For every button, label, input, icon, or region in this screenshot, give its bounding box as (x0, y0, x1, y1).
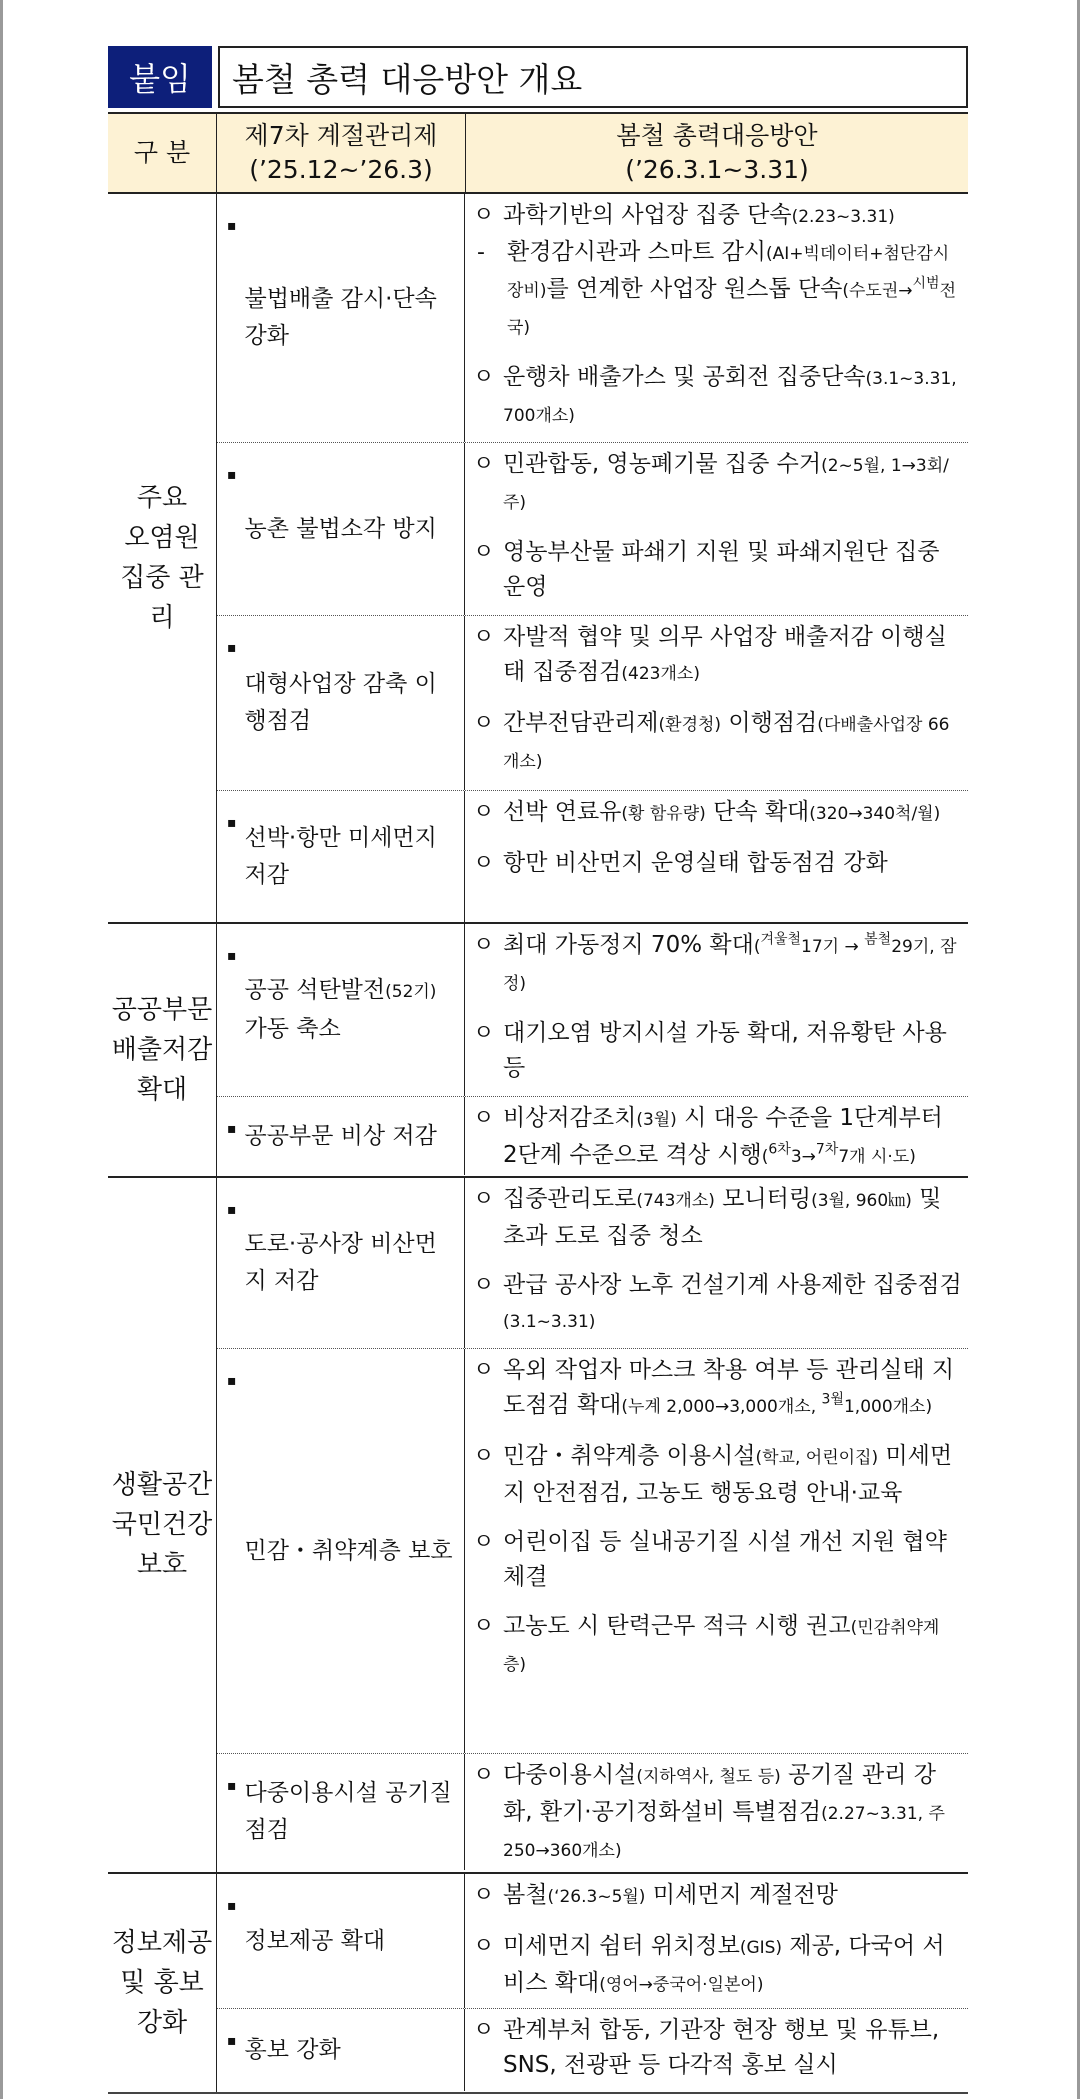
table-row (217, 194, 968, 443)
row-label-text: 민감・취약계층 보호 (244, 1537, 453, 1564)
item-text: 비상저감조치 (503, 1105, 637, 1131)
list-item (473, 1182, 962, 1254)
section-living-health (108, 1178, 968, 1874)
item-text: 이행점검 (721, 710, 818, 736)
category-line: 주요 (136, 483, 188, 513)
list-item (473, 620, 962, 692)
category-line: 강화 (136, 2008, 188, 2038)
section-public-emission (108, 924, 968, 1178)
item-note: (423개소) (621, 664, 700, 684)
circle-bullet-icon: ㅇ (473, 452, 495, 477)
item-text: 과학기반의 사업장 집중 단속 (503, 202, 792, 228)
row-content (465, 1178, 968, 1348)
row-label-text: 정보제공 확대 (244, 1927, 386, 1954)
circle-bullet-icon: ㅇ (473, 625, 495, 650)
circle-bullet-icon: ㅇ (473, 1187, 495, 1212)
section-rows (217, 194, 968, 922)
row-label-text: 가동 축소 (244, 1016, 341, 1042)
section-major-pollution (108, 194, 968, 924)
circle-bullet-icon: ㅇ (473, 203, 495, 228)
row-content (465, 616, 968, 790)
list-item (473, 360, 962, 434)
section-rows (217, 1874, 968, 2092)
list-item (473, 1878, 962, 1915)
item-text: 미세먼지 쉼터 위치정보 (503, 1933, 740, 1959)
item-text: 봄철 (503, 1882, 548, 1908)
category-line: 보호 (136, 1550, 188, 1580)
header-col2-line1: 제7차 계절관리제 (244, 121, 438, 150)
item-note: 29기, 잠정) (503, 937, 957, 994)
item-note: (민감취약계층) (503, 1618, 940, 1675)
item-note: ( (753, 937, 761, 957)
item-text: 미세먼지 계절전망 (645, 1882, 838, 1908)
header-col3-line1: 봄철 총력대응방안 (616, 121, 818, 150)
item-note: (‘26.3~5월) (547, 1887, 646, 1907)
circle-bullet-icon: ㅇ (473, 1106, 495, 1131)
table-header (108, 112, 968, 194)
category-line: 국민건강 (111, 1510, 213, 1540)
list-item (473, 1929, 962, 2003)
row-label (217, 443, 465, 615)
square-bullet-icon: ▪ (227, 218, 237, 234)
item-note: (3.1~3.31) (503, 1312, 596, 1332)
circle-bullet-icon: ㅇ (473, 365, 495, 390)
item-text: 및 초과 도로 집중 청소 (503, 1186, 942, 1249)
list-item (473, 198, 962, 235)
item-text: 다중이용시설 (503, 1762, 637, 1788)
category-line: 오염원 (124, 523, 200, 553)
row-label (217, 1349, 465, 1753)
list-item (473, 235, 962, 346)
row-label-text: 공공 석탄발전 (244, 977, 386, 1003)
row-content (465, 924, 968, 1096)
row-label (217, 616, 465, 790)
item-text: 집중관리도로 (503, 1186, 637, 1212)
item-note: (영어→중국어·일본어) (599, 1975, 764, 1995)
item-text: 선박 연료유 (503, 799, 622, 825)
row-label-text: 대형사업장 감축 이행점검 (244, 671, 437, 734)
table-row (217, 791, 968, 923)
row-label-note: (52기) (385, 982, 437, 1002)
list-item (473, 1609, 962, 1683)
category-cell (108, 194, 217, 922)
header-col2-line2: (’25.12~’26.3) (249, 155, 433, 184)
table-row (217, 443, 968, 616)
item-note: (3월, 960㎞) (811, 1191, 912, 1211)
item-note: 17기 → (801, 937, 865, 957)
table-row (217, 616, 968, 791)
row-content (465, 791, 968, 923)
row-label-text: 홍보 강화 (244, 2036, 341, 2063)
item-note: (지하역사, 철도 등) (636, 1767, 781, 1787)
circle-bullet-icon: ㅇ (473, 1273, 495, 1298)
category-line: 정보제공 (111, 1928, 213, 1958)
attachment-badge: 붙임 (108, 46, 212, 108)
table-row (217, 1097, 968, 1175)
list-item (473, 1268, 962, 1340)
item-sup: 겨울철 (760, 931, 802, 948)
list-item (473, 1101, 962, 1175)
circle-bullet-icon: ㅇ (473, 1021, 495, 1046)
section-rows (217, 1178, 968, 1872)
item-note: (황 함유량) (621, 804, 706, 824)
list-item (473, 706, 962, 780)
circle-bullet-icon: ㅇ (473, 1934, 495, 1959)
item-note: (누계 2,000→3,000개소, (621, 1397, 822, 1417)
header-spring-plan (466, 114, 968, 192)
header-seventh-program (217, 114, 466, 192)
item-text: 시 대응 수준을 1단계부터 2단계 수준으로 격상 시행 (503, 1105, 943, 1168)
item-note: (수도권→ (842, 281, 913, 301)
circle-bullet-icon: ㅇ (473, 1763, 495, 1788)
circle-bullet-icon: ㅇ (473, 800, 495, 825)
item-text: 옥외 작업자 마스크 착용 여부 등 관리실태 지도점검 확대 (503, 1357, 955, 1418)
circle-bullet-icon: ㅇ (473, 2018, 495, 2043)
circle-bullet-icon: ㅇ (473, 1358, 495, 1383)
item-note: 1,000개소) (843, 1397, 933, 1417)
table-row (217, 2009, 968, 2091)
header-category: 구 분 (108, 114, 217, 192)
item-text: 를 연계한 사업장 원스톱 단속 (546, 276, 843, 302)
section-info-promotion (108, 1874, 968, 2094)
circle-bullet-icon: ㅇ (473, 1530, 495, 1555)
title-text: 봄철 총력 대응방안 개요 (218, 46, 968, 108)
left-frame-line (0, 0, 3, 2099)
item-text: 공기질 관리 강화, 환기·공기정화설비 특별점검 (503, 1762, 936, 1825)
item-text: 미세먼지 안전점검, 고농도 행동요령 안내·교육 (503, 1443, 953, 1506)
circle-bullet-icon: ㅇ (473, 540, 495, 565)
square-bullet-icon: ▪ (227, 948, 237, 964)
row-label-text: 농촌 불법소각 방지 (244, 515, 437, 542)
item-text: 민관합동, 영농폐기물 집중 수거 (503, 451, 822, 477)
row-content (465, 1754, 968, 1870)
list-item (473, 447, 962, 521)
plan-table (108, 112, 968, 2094)
item-note: ( (761, 1147, 769, 1167)
row-label (217, 1754, 465, 1870)
item-text: 민감・취약계층 이용시설 (503, 1443, 756, 1469)
item-note: (3월) (636, 1110, 677, 1130)
item-text: 자발적 협약 및 의무 사업장 배출저감 이행실태 집중점검 (503, 624, 947, 685)
item-text: 모니터링 (714, 1186, 812, 1212)
item-note: (2.27~3.31, 주 250→360개소) (503, 1804, 945, 1861)
circle-bullet-icon: ㅇ (473, 851, 495, 876)
item-note: 전국) (507, 281, 957, 338)
item-text: 대기오염 방지시설 가동 확대, 저유황탄 사용 등 (503, 1020, 947, 1081)
row-content (465, 1097, 968, 1175)
circle-bullet-icon: ㅇ (473, 1444, 495, 1469)
square-bullet-icon: ▪ (227, 1121, 237, 1137)
circle-bullet-icon: ㅇ (473, 1883, 495, 1908)
table-row (217, 1349, 968, 1754)
item-text: 관급 공사장 노후 건설기계 사용제한 집중점검 (503, 1272, 962, 1298)
item-text: 영농부산물 파쇄기 지원 및 파쇄지원단 집중 운영 (503, 539, 940, 600)
square-bullet-icon: ▪ (227, 640, 237, 656)
square-bullet-icon: ▪ (227, 2033, 237, 2049)
list-item (473, 1525, 962, 1595)
row-label (217, 1097, 465, 1175)
category-line: 공공부문 (111, 995, 213, 1025)
category-line: 및 홍보 (120, 1968, 204, 1998)
list-item (473, 928, 962, 1002)
row-label (217, 2009, 465, 2091)
category-cell (108, 924, 217, 1176)
item-note: (다배출사업장 66개소) (503, 715, 950, 772)
item-text: 최대 가동정지 70% 확대 (503, 932, 754, 958)
item-note: 3→ (790, 1147, 816, 1167)
list-item (473, 795, 962, 832)
row-label-text: 공공부문 비상 저감 (244, 1122, 437, 1149)
square-bullet-icon: ▪ (227, 1373, 237, 1389)
row-label (217, 1178, 465, 1348)
row-label (217, 194, 465, 442)
square-bullet-icon: ▪ (227, 467, 237, 483)
table-row (217, 924, 968, 1097)
header-col3-line2: (’26.3.1~3.31) (625, 155, 809, 184)
item-note: (2.23~3.31) (791, 207, 895, 227)
category-line: 생활공간 (111, 1470, 213, 1500)
row-content (465, 2009, 968, 2091)
table-row (217, 1874, 968, 2009)
item-note: (320→340척/월) (809, 804, 941, 824)
row-label-text: 다중이용시설 공기질 점검 (244, 1780, 452, 1843)
item-note: (743개소) (636, 1191, 715, 1211)
category-cell (108, 1874, 217, 2092)
document-title (108, 46, 968, 108)
list-item (473, 1439, 962, 1511)
row-label-text: 선박·항만 미세먼지 저감 (244, 825, 437, 888)
row-content (465, 1349, 968, 1753)
section-rows (217, 924, 968, 1176)
item-text: 환경감시관과 스마트 감시 (507, 239, 767, 265)
category-line: 확대 (136, 1075, 188, 1105)
category-cell (108, 1178, 217, 1872)
category-line: 집중 관 (120, 563, 204, 593)
table-row (217, 1178, 968, 1349)
row-label (217, 924, 465, 1096)
item-text: 항만 비산먼지 운영실태 합동점검 강화 (503, 850, 888, 876)
row-label-text: 불법배출 감시·단속 강화 (244, 286, 437, 349)
item-note: (3.1~3.31, 700개소) (503, 369, 957, 426)
circle-bullet-icon: ㅇ (473, 1614, 495, 1639)
circle-bullet-icon: ㅇ (473, 711, 495, 736)
row-content (465, 1874, 968, 2008)
category-line: 배출저감 (111, 1035, 213, 1065)
list-item (473, 535, 962, 605)
list-item (473, 1353, 962, 1425)
square-bullet-icon: ▪ (227, 1202, 237, 1218)
row-label (217, 1874, 465, 2008)
table-row (217, 1754, 968, 1870)
item-sup: 3월 (821, 1391, 844, 1408)
item-note: (학교, 어린이집) (755, 1448, 879, 1468)
category-line: 리 (149, 603, 175, 633)
list-item (473, 2013, 962, 2083)
list-item (473, 1758, 962, 1869)
item-text: 운행차 배출가스 및 공회전 집중단속 (503, 364, 866, 390)
item-sup: 봄철 (864, 931, 892, 948)
item-sup: 시범 (912, 275, 940, 292)
item-text: 제공, 다국어 서비스 확대 (503, 1933, 945, 1996)
item-text: 간부전담관리제 (503, 710, 659, 736)
square-bullet-icon: ▪ (227, 1898, 237, 1914)
row-content (465, 443, 968, 615)
item-note: (AI+빅데이터+첨단감시장비) (507, 244, 950, 301)
row-content (465, 194, 968, 442)
list-item (473, 1016, 962, 1086)
circle-bullet-icon: ㅇ (473, 933, 495, 958)
item-sup: 7차 (815, 1141, 839, 1158)
dash-bullet-icon: - (477, 240, 485, 265)
item-text: 단속 확대 (705, 799, 810, 825)
row-label-text: 도로·공사장 비산먼지 저감 (244, 1231, 437, 1294)
item-text: 어린이집 등 실내공기질 시설 개선 지원 협약체결 (503, 1529, 947, 1590)
item-note: (환경청) (658, 715, 722, 735)
item-note: (GIS) (739, 1938, 783, 1958)
square-bullet-icon: ▪ (227, 815, 237, 831)
row-label (217, 791, 465, 923)
item-text: 고농도 시 탄력근무 적극 시행 권고 (503, 1613, 851, 1639)
item-note: (2~5월, 1→3회/주) (503, 456, 949, 513)
item-note: 7개 시·도) (838, 1147, 916, 1167)
list-item (473, 846, 962, 881)
square-bullet-icon: ▪ (227, 1778, 237, 1794)
item-text: 관계부처 합동, 기관장 현장 행보 및 유튜브, SNS, 전광판 등 다각적 홍보 실시 (503, 2017, 940, 2078)
item-sup: 6차 (768, 1141, 791, 1158)
